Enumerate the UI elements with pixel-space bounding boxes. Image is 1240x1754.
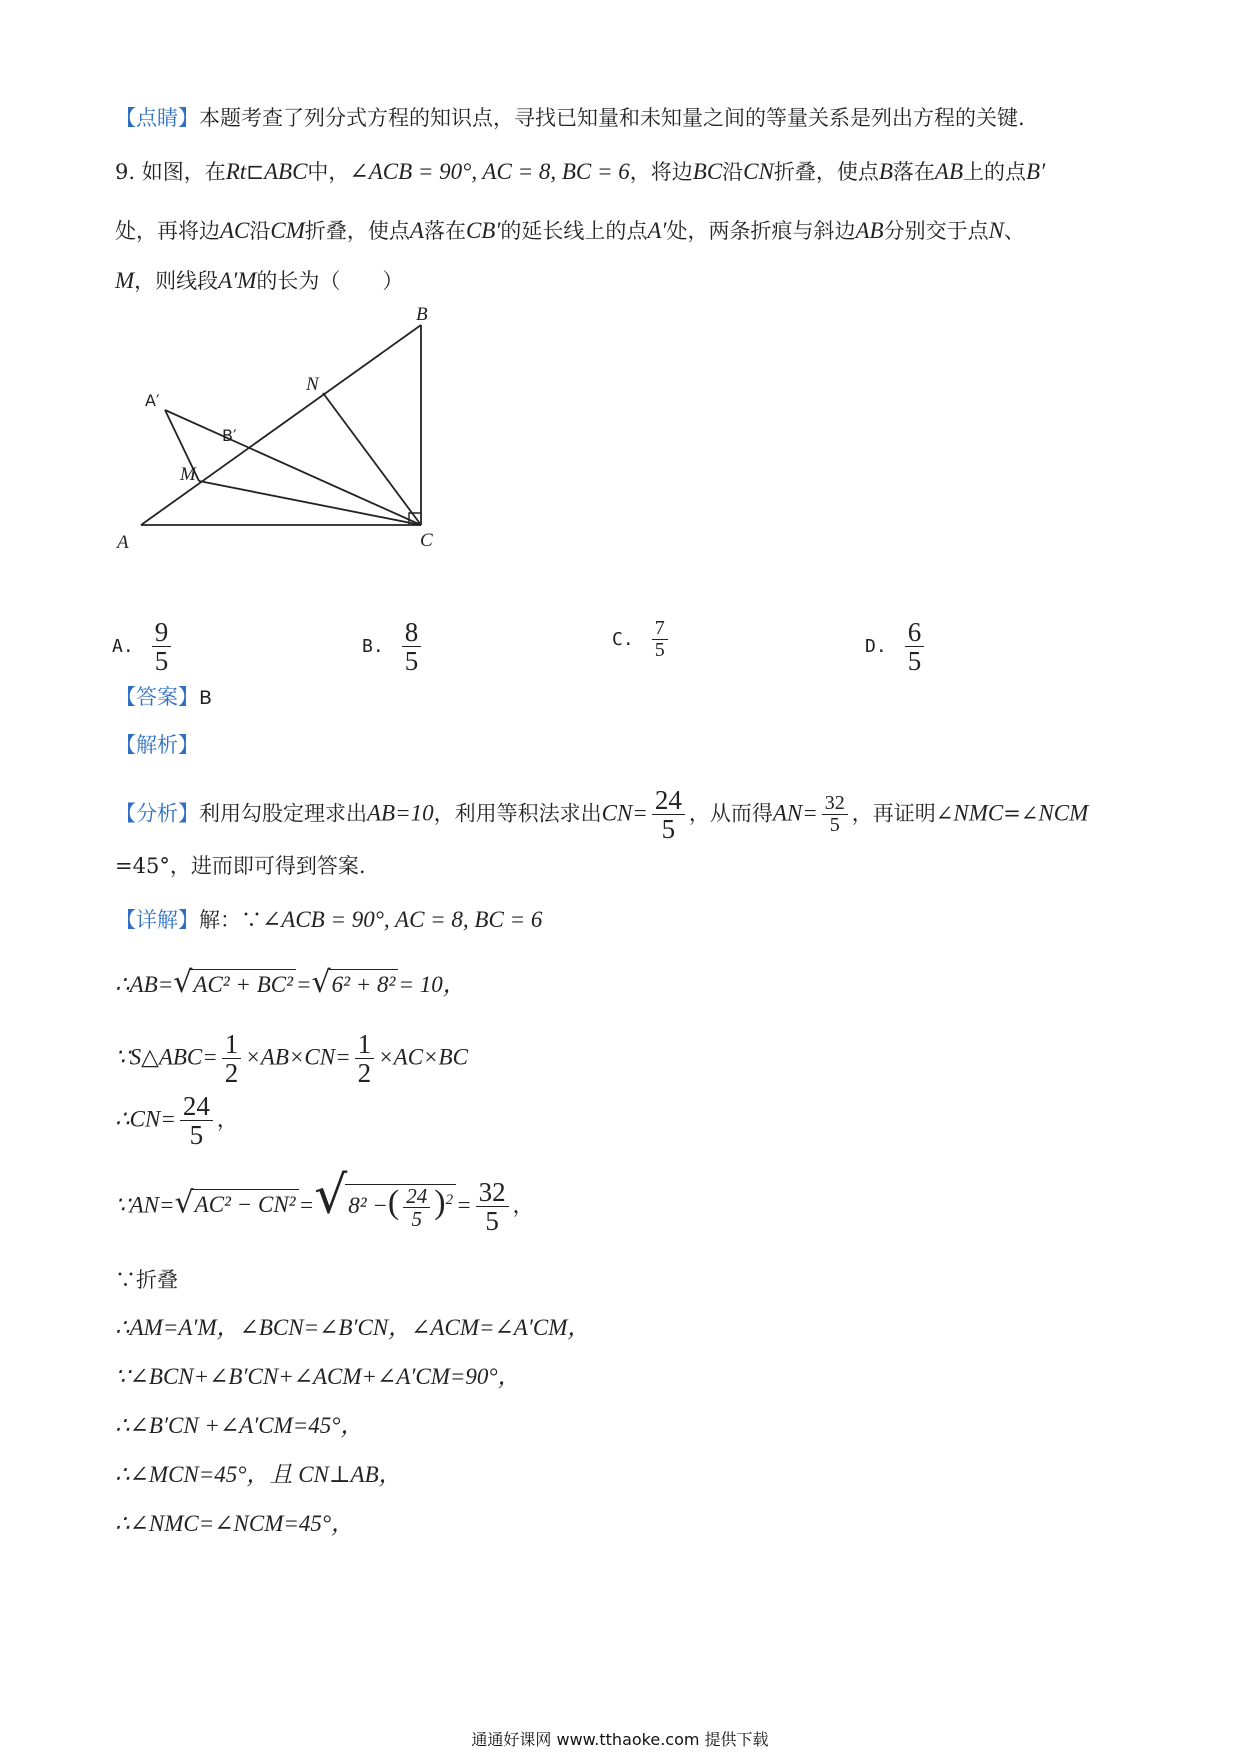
option-fraction — [152, 618, 172, 676]
frac-den: 2 — [224, 1058, 239, 1089]
sqrt-icon: √ — [174, 1185, 194, 1221]
d-text: 解：∵ — [199, 908, 262, 932]
sqrt-icon: √ — [173, 965, 193, 1000]
frac-num: 8 — [402, 618, 422, 647]
sqrt-icon: √ — [314, 1165, 348, 1226]
detail-line-4 — [115, 1165, 534, 1237]
label-C: C — [420, 530, 433, 551]
a-math: NCM — [1038, 800, 1089, 826]
half-fraction — [355, 1030, 375, 1088]
label-A-prime: A′ — [145, 391, 160, 410]
a-math: AN= — [772, 800, 818, 826]
d-math: ∵∠BCN+∠B′CN+∠ACM+∠A′CM=90°， — [115, 1364, 521, 1389]
option-a[interactable] — [112, 618, 175, 676]
q-math: AC — [220, 218, 250, 243]
d-math: ∴∠MCN=45°，且 CN⊥AB， — [115, 1462, 402, 1487]
a-text: ，利用等积法求出 — [433, 801, 602, 826]
detail-line-0 — [115, 905, 542, 935]
option-b[interactable] — [362, 618, 425, 676]
detail-tag: 【详解】 — [115, 908, 199, 932]
d-text: ， — [216, 1107, 238, 1132]
label-B-prime: B′ — [222, 426, 237, 445]
q-math: N — [988, 218, 1004, 243]
geometry-figure — [110, 300, 450, 560]
half-fraction — [222, 1030, 242, 1088]
detail-line-6 — [115, 1313, 590, 1343]
a-math: AB=10 — [367, 800, 434, 826]
d-radicand: AC² − CN² — [192, 1189, 299, 1220]
frac-den: 5 — [189, 1120, 204, 1151]
q-text: 处，两条折痕与斜边 — [666, 219, 856, 243]
d-math: ∵AN= — [115, 1192, 175, 1218]
d-math: ∴CN= — [115, 1106, 176, 1132]
frac-den: 5 — [654, 639, 665, 661]
an-fraction — [822, 793, 848, 836]
detail-line-2 — [115, 1030, 468, 1088]
a-text: =45°，进而即可得到答案. — [115, 854, 366, 878]
explain-line — [115, 730, 199, 760]
detail-line-8 — [115, 1411, 364, 1441]
a-math: CN= — [601, 800, 648, 826]
detail-line-3 — [115, 1092, 238, 1150]
rt-angle-icon: ⊏ — [246, 160, 264, 184]
option-label: C. — [612, 629, 634, 650]
segment-CM — [199, 481, 421, 525]
q-text: 沿 — [722, 160, 744, 184]
frac-num: 24 — [180, 1092, 213, 1121]
label-N: N — [306, 374, 319, 395]
exponent: 2 — [445, 1191, 454, 1208]
q-math: A′ — [647, 218, 667, 243]
option-c[interactable] — [612, 618, 672, 661]
q-math: CM — [270, 218, 305, 243]
frac-num: 9 — [152, 618, 172, 647]
q-text: ，则线段 — [134, 269, 219, 293]
q-text: 如图，在 — [141, 160, 226, 184]
q-math: Rt — [225, 159, 247, 184]
segment-CA-prime — [165, 410, 421, 525]
frac-num: 1 — [222, 1030, 242, 1059]
cn-fraction — [652, 786, 685, 844]
sqrt-icon: √ — [311, 965, 331, 1000]
frac-num: 6 — [905, 618, 925, 647]
frac-num: 7 — [652, 618, 668, 640]
question-line-1 — [115, 157, 1045, 187]
frac-den: 5 — [154, 646, 169, 677]
option-fraction — [402, 618, 422, 676]
option-label: B. — [362, 636, 384, 658]
q-text: 折叠，使点 — [773, 160, 879, 184]
q-math: AB — [855, 218, 884, 243]
detail-line-1 — [115, 965, 466, 1000]
frac-den: 5 — [829, 814, 840, 837]
q-text: 沿 — [249, 219, 271, 243]
inner-fraction — [403, 1185, 430, 1230]
frac-den: 5 — [907, 646, 922, 677]
segment-CN — [323, 393, 421, 525]
analysis-line-1 — [115, 786, 1088, 844]
frac-num: 24 — [652, 786, 685, 815]
an-fraction — [476, 1178, 509, 1236]
d-radicand: 6² + 8² — [329, 969, 399, 1000]
option-label: D. — [865, 636, 887, 658]
q-text: 落在 — [423, 219, 466, 243]
explain-tag: 【解析】 — [115, 733, 199, 757]
frac-den: 5 — [411, 1206, 422, 1231]
d-math: ∴AM=A′M，∠BCN=∠B′CN，∠ACM=∠A′CM， — [115, 1315, 591, 1340]
d-math: ∠ACB = 90°, AC = 8, BC = 6 — [262, 907, 543, 932]
d-math: = — [295, 972, 312, 997]
q-math: A′M — [218, 268, 257, 293]
frac-num: 32 — [476, 1178, 509, 1207]
q-math: CB′ — [465, 218, 501, 243]
paren-close: ) — [434, 1183, 446, 1221]
option-fraction — [652, 618, 668, 661]
question-line-2 — [115, 216, 1025, 246]
q-math: M — [115, 268, 135, 293]
d-math: ∴∠B′CN +∠A′CM=45°， — [115, 1413, 364, 1438]
q-text: 处，再将边 — [115, 219, 220, 243]
detail-line-9 — [115, 1460, 402, 1490]
detail-line-7 — [115, 1362, 521, 1392]
cn-fraction — [180, 1092, 213, 1150]
q-text: 分别交于点 — [883, 219, 989, 243]
q-math: ABC — [263, 159, 308, 184]
d-text: ， — [512, 1193, 534, 1218]
option-fraction — [905, 618, 925, 676]
a-text: =∠ — [1003, 801, 1039, 826]
answer-line — [115, 682, 212, 713]
d-math: ∴AB= — [115, 972, 174, 997]
q-text: 中， — [307, 160, 350, 184]
option-label: A. — [112, 636, 134, 658]
q-math: AB — [934, 159, 964, 184]
d-math: ×AB×CN= — [245, 1044, 351, 1070]
frac-den: 5 — [485, 1206, 499, 1237]
paren-open: ( — [387, 1183, 400, 1221]
review-tag: 【点睛】 — [115, 106, 199, 130]
q-math: CN — [743, 159, 774, 184]
d-math: ×AC×BC — [378, 1044, 468, 1070]
frac-num: 32 — [822, 793, 848, 815]
option-d[interactable] — [865, 618, 928, 676]
label-B: B — [416, 304, 428, 325]
frac-num: 1 — [355, 1030, 375, 1059]
detail-line-5 — [115, 1265, 178, 1295]
label-A: A — [117, 532, 129, 553]
segment-AB — [141, 325, 421, 525]
question-line-3 — [115, 266, 403, 296]
a-text: ，从而得 — [688, 801, 773, 826]
d-math: = — [298, 1192, 315, 1218]
a-text: 利用勾股定理求出 — [199, 801, 367, 826]
d-math: = 10， — [398, 972, 466, 997]
analysis-tag: 【分析】 — [115, 801, 199, 826]
a-text: ，再证明∠ — [851, 801, 954, 826]
d-radicand: AC² + BC² — [190, 969, 296, 1000]
d-math: ∵S△ABC= — [115, 1044, 218, 1070]
answer-tag: 【答案】 — [115, 685, 199, 709]
page-footer: 通通好课网 www.tthaoke.com 提供下载 — [471, 1730, 769, 1749]
q-text: 、 — [1003, 219, 1025, 243]
q-text: 上的点 — [963, 160, 1027, 184]
q-text: 的延长线上的点 — [500, 219, 648, 243]
detail-line-10 — [115, 1509, 354, 1539]
analysis-line-2 — [115, 851, 366, 881]
d-text: ∵折叠 — [115, 1268, 178, 1292]
q-math: B — [878, 159, 893, 184]
label-M: M — [180, 464, 196, 485]
review-line — [115, 103, 1025, 133]
d-math: 8² − — [348, 1192, 388, 1218]
q-math: A — [409, 218, 424, 243]
q-text: 落在 — [892, 160, 935, 184]
q-text: 折叠，使点 — [304, 219, 410, 243]
frac-den: 5 — [404, 646, 419, 677]
q-text: ，将边 — [629, 160, 693, 184]
frac-num: 24 — [403, 1185, 430, 1208]
q-math: ∠ACB = 90°, AC = 8, BC = 6 — [349, 159, 630, 184]
frac-den: 2 — [357, 1058, 372, 1089]
q-math: BC — [692, 159, 723, 184]
d-radicand-complex — [345, 1184, 456, 1230]
question-number: 9. — [115, 160, 136, 184]
review-text: 本题考查了列分式方程的知识点，寻找已知量和未知量之间的等量关系是列出方程的关键. — [199, 106, 1025, 130]
answer-value: B — [199, 687, 213, 709]
q-text: 的长为（ ） — [256, 269, 404, 293]
q-math: B′ — [1026, 159, 1046, 184]
frac-den: 5 — [661, 814, 676, 845]
a-math: NMC — [953, 800, 1004, 826]
d-math: ∴∠NMC=∠NCM=45°， — [115, 1511, 355, 1536]
d-math: = — [456, 1192, 472, 1218]
